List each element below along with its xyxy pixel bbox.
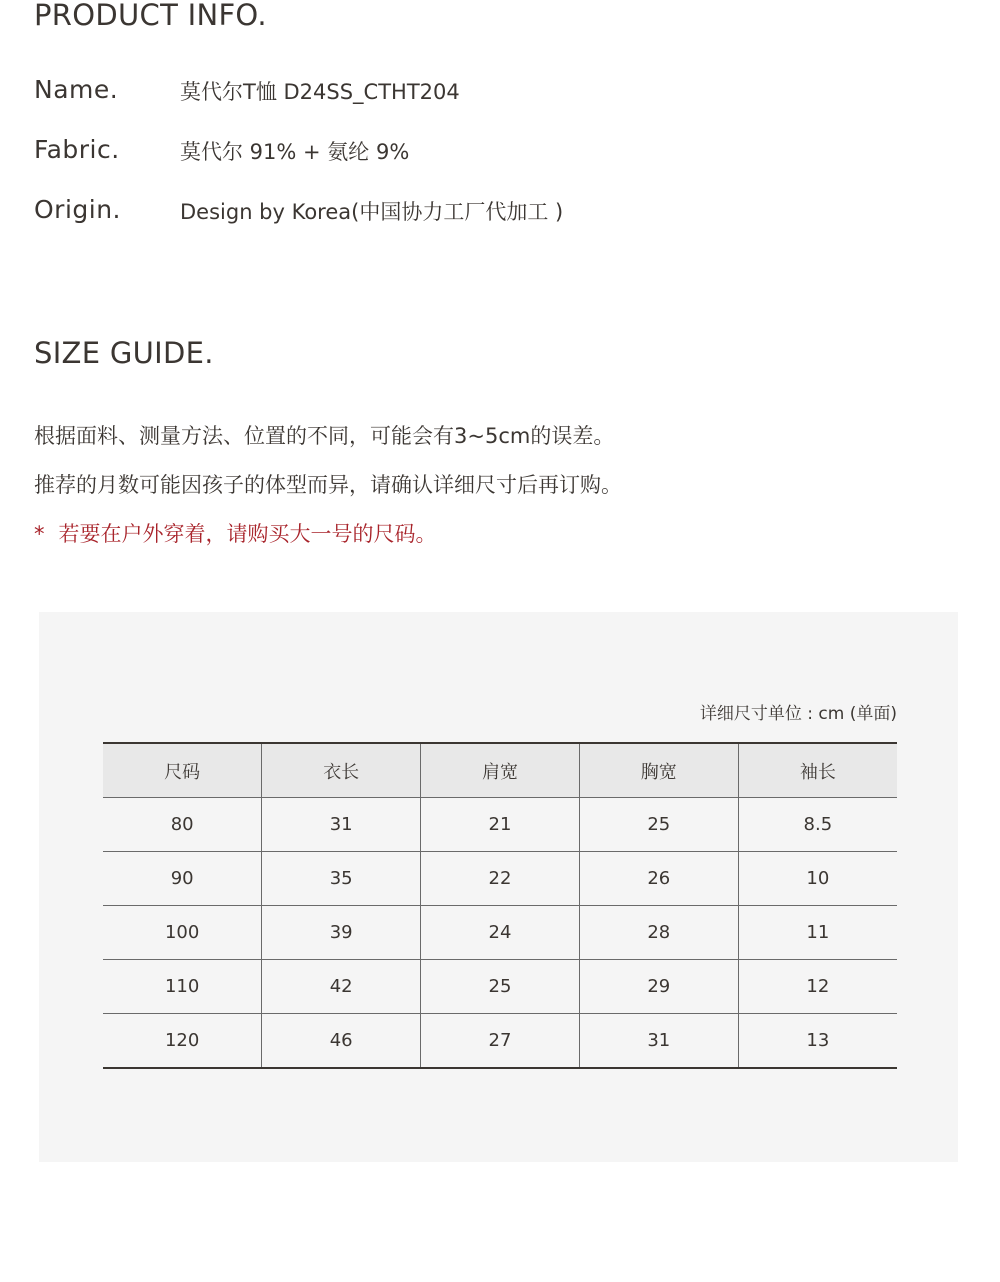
table-cell: 80: [103, 798, 262, 852]
table-cell: 25: [579, 798, 738, 852]
table-cell: 13: [738, 1014, 897, 1069]
table-header-chest: 胸宽: [579, 743, 738, 798]
warning-text: 若要在户外穿着，请购买大一号的尺码。: [58, 522, 437, 546]
size-note-recommendation: 推荐的月数可能因孩子的体型而异，请确认详细尺寸后再订购。: [34, 473, 622, 497]
table-row: [103, 852, 897, 906]
table-row: [103, 906, 897, 960]
table-cell: 100: [103, 906, 262, 960]
table-cell: 31: [262, 798, 421, 852]
info-value-origin: Design by Korea(中国协力工厂代加工 ): [180, 200, 564, 224]
info-row-fabric: [34, 135, 934, 167]
info-row-name: [34, 75, 934, 107]
table-cell: 90: [103, 852, 262, 906]
table-cell: 31: [579, 1014, 738, 1069]
table-cell: 120: [103, 1014, 262, 1069]
table-cell: 12: [738, 960, 897, 1014]
info-label-fabric: Fabric.: [34, 135, 120, 164]
table-cell: 42: [262, 960, 421, 1014]
table-cell: 26: [579, 852, 738, 906]
table-cell: 24: [421, 906, 580, 960]
info-row-origin: [34, 195, 934, 227]
table-header-row: [103, 743, 897, 798]
table-cell: 35: [262, 852, 421, 906]
table-cell: 25: [421, 960, 580, 1014]
info-label-name: Name.: [34, 75, 119, 104]
size-chart-panel: [39, 612, 958, 1162]
size-guide-heading: SIZE GUIDE.: [34, 336, 214, 370]
info-value-name: 莫代尔T恤 D24SS_CTHT204: [180, 80, 460, 104]
table-cell: 29: [579, 960, 738, 1014]
warning-asterisk: *: [34, 522, 45, 546]
product-info-heading: PRODUCT INFO.: [34, 0, 267, 32]
size-note-error-margin: 根据面料、测量方法、位置的不同，可能会有3~5cm的误差。: [34, 424, 615, 448]
size-table: [103, 742, 897, 1069]
table-cell: 46: [262, 1014, 421, 1069]
table-cell: 22: [421, 852, 580, 906]
table-cell: 110: [103, 960, 262, 1014]
unit-note: 详细尺寸单位 : cm (单面): [699, 704, 897, 724]
table-cell: 28: [579, 906, 738, 960]
table-row: [103, 960, 897, 1014]
table-cell: 27: [421, 1014, 580, 1069]
table-row: [103, 1014, 897, 1069]
table-cell: 11: [738, 906, 897, 960]
table-header-size: 尺码: [103, 743, 262, 798]
table-cell: 10: [738, 852, 897, 906]
table-cell: 39: [262, 906, 421, 960]
table-cell: 21: [421, 798, 580, 852]
table-header-sleeve: 袖长: [738, 743, 897, 798]
table-row: [103, 798, 897, 852]
table-cell: 8.5: [738, 798, 897, 852]
info-value-fabric: 莫代尔 91% + 氨纶 9%: [180, 140, 410, 164]
size-warning: [34, 518, 437, 548]
table-header-length: 衣长: [262, 743, 421, 798]
info-label-origin: Origin.: [34, 195, 122, 224]
table-header-shoulder: 肩宽: [421, 743, 580, 798]
